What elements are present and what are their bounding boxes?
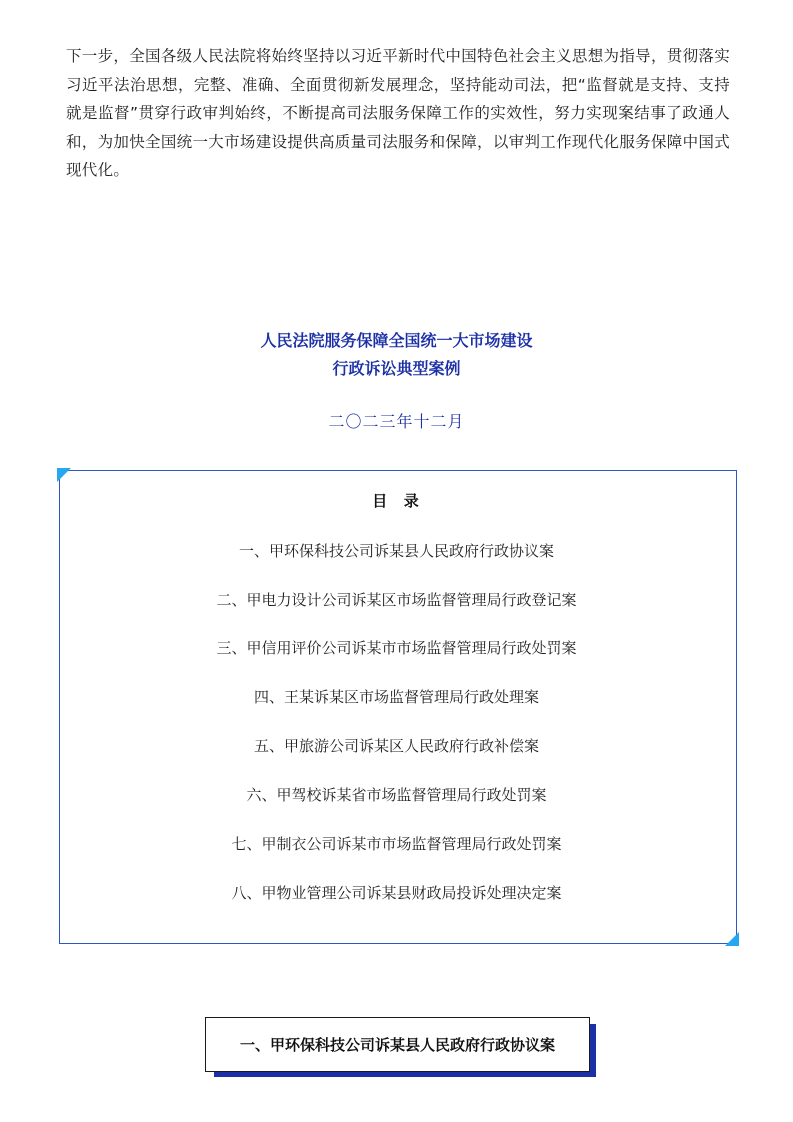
toc-item-6[interactable]: 六、甲驾校诉某省市场监督管理局行政处罚案: [246, 786, 547, 804]
toc-item-3[interactable]: 三、甲信用评价公司诉某市市场监督管理局行政处罚案: [216, 639, 577, 657]
toc-item-8[interactable]: 八、甲物业管理公司诉某县财政局投诉处理决定案: [231, 884, 562, 902]
corner-decoration-top-left: [57, 468, 71, 482]
document-title-line-1: 人民法院服务保障全国统一大市场建设: [260, 331, 533, 350]
toc-item-5[interactable]: 五、甲旅游公司诉某区人民政府行政补偿案: [253, 737, 539, 755]
document-title-line-2: 行政诉讼典型案例: [332, 359, 461, 378]
toc-item-2[interactable]: 二、甲电力设计公司诉某区市场监督管理局行政登记案: [216, 591, 577, 609]
toc-heading: 目 录: [372, 492, 421, 510]
section-heading: 一、甲环保科技公司诉某县人民政府行政协议案: [205, 1017, 590, 1072]
toc-item-7[interactable]: 七、甲制衣公司诉某市市场监督管理局行政处罚案: [231, 835, 562, 853]
document-date: 二〇二三年十二月: [328, 412, 465, 431]
toc-item-4[interactable]: 四、王某诉某区市场监督管理局行政处理案: [253, 688, 539, 706]
corner-decoration-bottom-right: [725, 932, 739, 946]
toc-item-1[interactable]: 一、甲环保科技公司诉某县人民政府行政协议案: [238, 542, 554, 560]
intro-paragraph: 下一步，全国各级人民法院将始终坚持以习近平新时代中国特色社会主义思想为指导，贯彻落实习近平法治思想，完整、准确、全面贯彻新发展理念，坚持能动司法，把“监督就是支持、支持就是监督”贯穿行政审判始终，不断提高司法服务保障工作的实效性，努力实现案结事了政通人和，为加快全国统一大市场建设提供高质量司法服务和保障，以审判工作现代化服务保障中国式现代化。: [66, 47, 730, 180]
